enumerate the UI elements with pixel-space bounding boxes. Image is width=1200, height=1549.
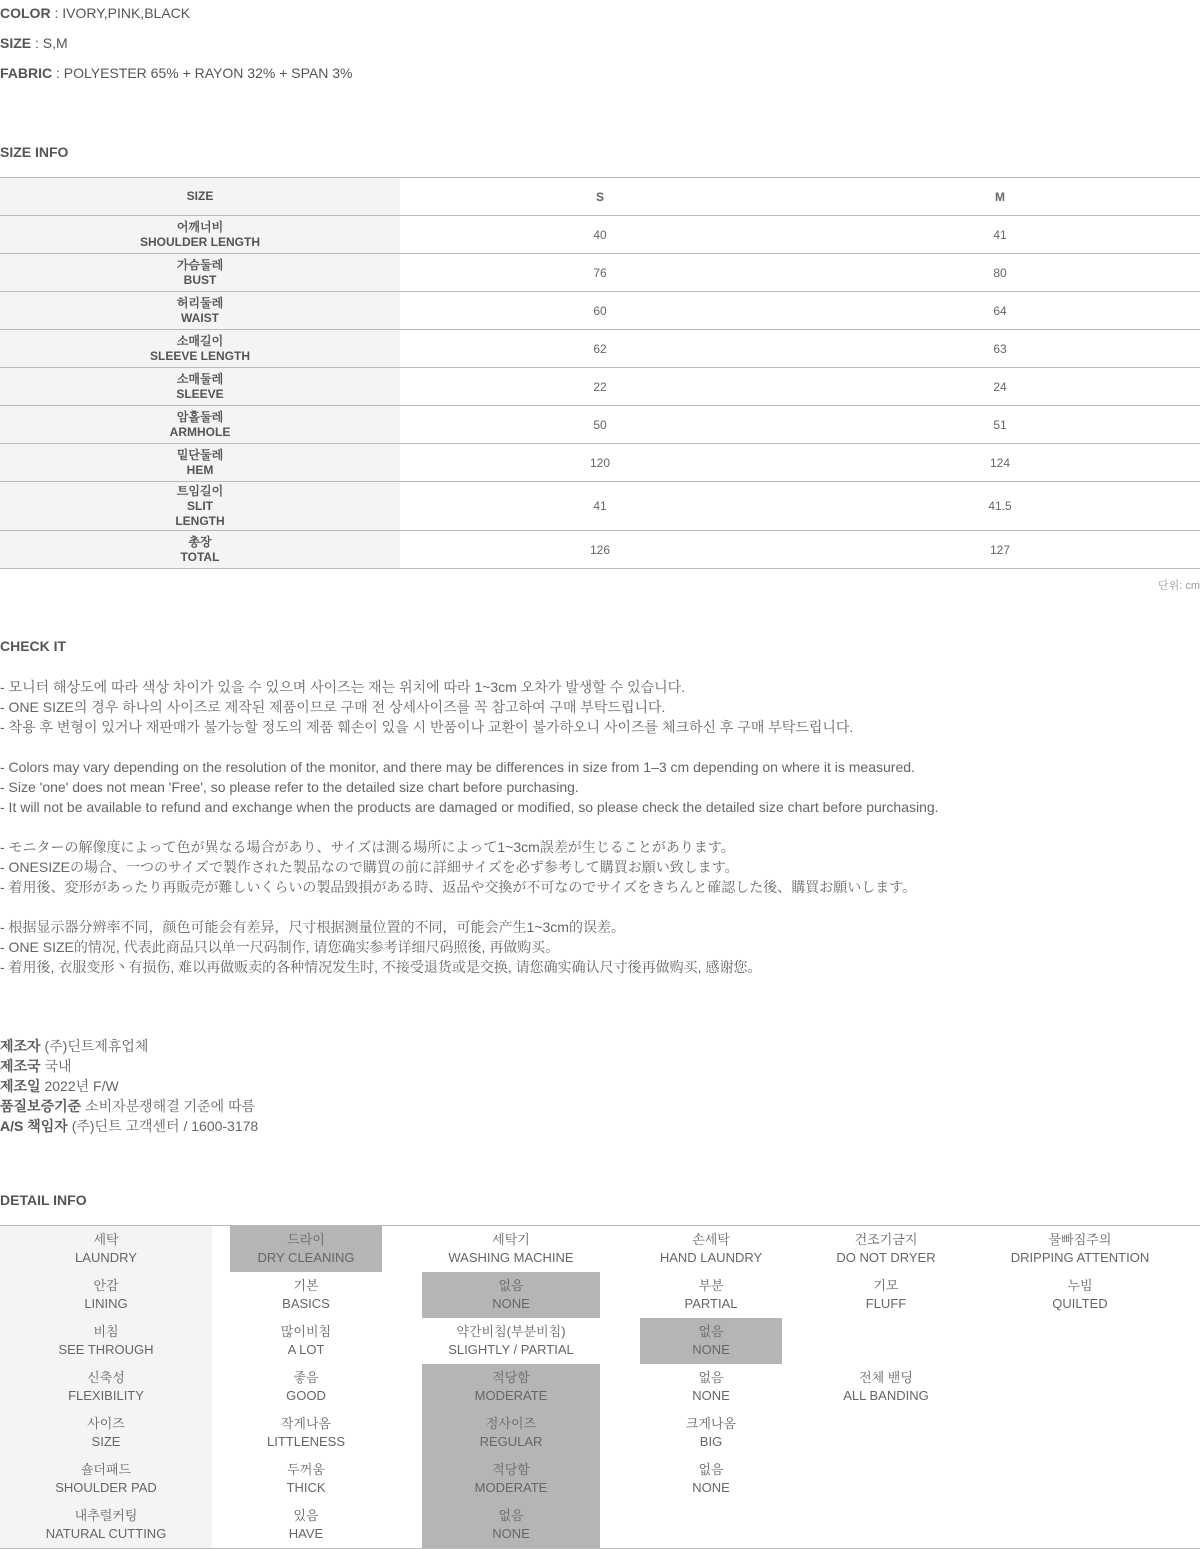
row-value-s: 120 <box>400 444 800 482</box>
row-label-en: SLEEVE <box>176 386 224 401</box>
note-zh-1: - 根据显示器分辨率不同，颜色可能会有差异，尺寸根据测量位置的不同，可能会产生1~3cm的误差。 <box>0 919 625 935</box>
detail-row-label <box>0 1364 212 1410</box>
detail-option-en: GOOD <box>286 1388 326 1403</box>
row-value-s: 41 <box>400 482 800 531</box>
table-row <box>0 531 1200 569</box>
detail-option-en: FLEXIBILITY <box>68 1388 144 1403</box>
detail-option-en: THICK <box>286 1480 326 1495</box>
detail-row-label <box>0 1456 212 1502</box>
note-ja-2: - ONESIZEの場合、一つのサイズで製作された製品なので購買の前に詳細サイズを必ず参考して購買お願い致します。 <box>0 859 739 875</box>
detail-option-ko: 사이즈 <box>87 1416 125 1431</box>
detail-option-en: REGULAR <box>479 1434 543 1449</box>
row-value-m: 80 <box>800 254 1200 292</box>
row-value-m: 24 <box>800 368 1200 406</box>
detail-option <box>960 1364 1200 1410</box>
detail-option-en: ALL BANDING <box>843 1388 929 1403</box>
row-label <box>0 482 400 531</box>
detail-option-ko: 작게나옴 <box>280 1416 332 1431</box>
maker-manufacturer <box>0 1036 258 1056</box>
row-value-m: 63 <box>800 330 1200 368</box>
note-ko-1: - 모니터 해상도에 따라 색상 차이가 있을 수 있으며 사이즈는 재는 위치에 따라 1~3cm 오차가 발생할 수 있습니다. <box>0 679 686 695</box>
detail-option-ko: 부분 <box>698 1278 724 1293</box>
row-label-ko: 총장 <box>188 534 212 549</box>
detail-option <box>812 1456 960 1502</box>
detail-option-ko: 없음 <box>698 1324 724 1339</box>
detail-option-ko: 있음 <box>293 1508 319 1523</box>
note-en-2: - Size 'one' does not mean 'Free', so please refer to the detailed size chart before purchasing. <box>0 779 579 795</box>
spec-color-label: COLOR <box>0 5 51 21</box>
row-value-m: 127 <box>800 531 1200 569</box>
detail-option-ko: 크게나옴 <box>685 1416 737 1431</box>
row-label-en: HEM <box>186 462 214 477</box>
row-label-en: ARMHOLE <box>169 424 231 439</box>
detail-option-en: DRIPPING ATTENTION <box>1010 1250 1150 1265</box>
detail-option-en: NATURAL CUTTING <box>45 1526 167 1541</box>
maker-country-value: 국내 <box>40 1058 72 1074</box>
detail-option-en: LAUNDRY <box>75 1250 137 1265</box>
detail-option-en: HAVE <box>288 1526 324 1541</box>
detail-option-en: SIZE <box>91 1434 121 1449</box>
maker-date-value: 2022년 F/W <box>40 1078 119 1094</box>
detail-option <box>960 1272 1200 1318</box>
maker-as-value: (주)딘트 고객센터 / 1600-3178 <box>67 1118 259 1134</box>
detail-table <box>0 1225 1200 1549</box>
row-label-en: TOTAL <box>180 549 220 564</box>
row-value-m: 64 <box>800 292 1200 330</box>
detail-option-ko: 물빠짐주의 <box>1048 1232 1112 1247</box>
maker-manufacturer-label: 제조자 <box>0 1038 41 1054</box>
detail-row <box>0 1364 1200 1410</box>
maker-as-label: A/S 책임자 <box>0 1118 68 1134</box>
spec-color-value: : IVORY,PINK,BLACK <box>50 5 191 21</box>
spec-size <box>0 33 68 53</box>
detail-option <box>812 1318 960 1364</box>
detail-option-en: MODERATE <box>474 1388 548 1403</box>
detail-option-en: NONE <box>692 1342 730 1357</box>
row-label-en2: LENGTH <box>175 513 225 528</box>
check-it-notes <box>0 677 1200 977</box>
detail-row-label <box>0 1272 212 1318</box>
detail-option-en: NONE <box>492 1296 530 1311</box>
size-header-label: SIZE <box>0 178 400 216</box>
detail-option-en: BIG <box>699 1434 723 1449</box>
row-value-s: 40 <box>400 216 800 254</box>
detail-option-selected <box>422 1502 600 1548</box>
detail-option-ko: 세탁 <box>93 1232 119 1247</box>
detail-option-ko: 누빔 <box>1067 1278 1093 1293</box>
table-row <box>0 292 1200 330</box>
detail-option-en: HAND LAUNDRY <box>659 1250 763 1265</box>
row-value-m: 124 <box>800 444 1200 482</box>
detail-option <box>960 1226 1200 1272</box>
detail-option-ko: 없음 <box>498 1278 524 1293</box>
detail-option <box>960 1456 1200 1502</box>
detail-row-label <box>0 1226 212 1272</box>
detail-row <box>0 1318 1200 1364</box>
size-info-title: SIZE INFO <box>0 144 69 160</box>
detail-option-en: QUILTED <box>1052 1296 1108 1311</box>
row-label <box>0 292 400 330</box>
detail-option-en: PARTIAL <box>684 1296 738 1311</box>
row-label-en: SLIT <box>187 498 213 513</box>
row-label-en: SLEEVE LENGTH <box>149 348 250 363</box>
row-label <box>0 216 400 254</box>
row-label-ko: 가슴둘레 <box>176 257 224 272</box>
detail-option-en: DO NOT DRYER <box>836 1250 936 1265</box>
row-value-m: 41 <box>800 216 1200 254</box>
detail-option-ko: 없음 <box>498 1508 524 1523</box>
row-value-s: 76 <box>400 254 800 292</box>
detail-option <box>640 1502 782 1548</box>
detail-option <box>640 1226 782 1272</box>
spec-size-value: : S,M <box>31 35 68 51</box>
detail-option <box>960 1318 1200 1364</box>
maker-manufacturer-value: (주)딘트제휴업체 <box>40 1038 149 1054</box>
detail-option-en: NONE <box>692 1480 730 1495</box>
detail-option-en: SHOULDER PAD <box>55 1480 157 1495</box>
maker-warranty-value: 소비자분쟁해결 기준에 따름 <box>81 1098 256 1114</box>
detail-option <box>812 1502 960 1548</box>
row-label-ko: 트임길이 <box>176 483 224 498</box>
detail-option-ko: 없음 <box>698 1462 724 1477</box>
detail-option <box>640 1272 782 1318</box>
detail-option-ko: 좋음 <box>293 1370 319 1385</box>
detail-option-ko: 약간비침(부분비침) <box>456 1324 566 1339</box>
detail-option <box>960 1410 1200 1456</box>
detail-option <box>812 1364 960 1410</box>
spec-fabric-label: FABRIC <box>0 65 53 81</box>
detail-option-ko: 세탁기 <box>492 1232 530 1247</box>
row-label-ko: 어깨너비 <box>176 219 224 234</box>
row-label-en: SHOULDER LENGTH <box>140 234 260 249</box>
detail-option <box>812 1226 960 1272</box>
detail-option <box>230 1364 382 1410</box>
detail-option-ko: 숄더패드 <box>80 1462 132 1477</box>
row-label-ko: 밑단둘레 <box>176 447 224 462</box>
spec-color <box>0 3 190 23</box>
spec-size-label: SIZE <box>0 35 32 51</box>
detail-option <box>640 1456 782 1502</box>
detail-option-en: NONE <box>692 1388 730 1403</box>
detail-option-ko: 정사이즈 <box>485 1416 537 1431</box>
maker-info <box>0 1036 258 1136</box>
detail-option-en: MODERATE <box>474 1480 548 1495</box>
detail-row <box>0 1502 1200 1548</box>
detail-option-ko: 기모 <box>873 1278 899 1293</box>
row-label <box>0 254 400 292</box>
row-label-ko: 암홀둘레 <box>176 409 224 424</box>
maker-date-label: 제조일 <box>0 1078 41 1094</box>
detail-option <box>230 1318 382 1364</box>
detail-option-en: A LOT <box>287 1342 325 1357</box>
detail-row-label <box>0 1410 212 1456</box>
row-label <box>0 531 400 569</box>
table-row <box>0 482 1200 531</box>
note-zh-2: - ONE SIZE的情况, 代表此商品只以单一尺码制作, 请您确实参考详细尺码照後, 再做购买。 <box>0 939 560 955</box>
detail-option <box>960 1502 1200 1548</box>
row-label <box>0 368 400 406</box>
row-label-en: WAIST <box>181 310 219 325</box>
detail-option-selected <box>422 1272 600 1318</box>
unit-label: 단위: cm <box>1157 580 1200 592</box>
detail-option <box>230 1410 382 1456</box>
detail-option-en: LITTLENESS <box>266 1434 346 1449</box>
row-value-s: 60 <box>400 292 800 330</box>
detail-option-en: NONE <box>492 1526 530 1541</box>
maker-warranty-label: 품질보증기준 <box>0 1098 82 1114</box>
detail-option-ko: 기본 <box>293 1278 319 1293</box>
size-table <box>0 177 1200 569</box>
row-value-s: 50 <box>400 406 800 444</box>
detail-option-en: FLUFF <box>865 1296 907 1311</box>
detail-option <box>640 1410 782 1456</box>
table-row <box>0 406 1200 444</box>
detail-option <box>812 1272 960 1318</box>
detail-option-selected <box>640 1318 782 1364</box>
row-value-m: 51 <box>800 406 1200 444</box>
spec-fabric <box>0 63 352 83</box>
detail-option-ko: 드라이 <box>287 1232 325 1247</box>
row-value-s: 126 <box>400 531 800 569</box>
detail-option-selected <box>230 1226 382 1272</box>
maker-country-label: 제조국 <box>0 1058 41 1074</box>
detail-row-label <box>0 1318 212 1364</box>
row-value-s: 62 <box>400 330 800 368</box>
detail-option-selected <box>422 1364 600 1410</box>
note-en-3: - It will not be available to refund and exchange when the products are damaged or modified, so please check the detailed size chart before purchasing. <box>0 799 939 815</box>
detail-option-en: LINING <box>84 1296 128 1311</box>
note-ja-1: - モニターの解像度によって色が異なる場合があり、サイズは測る場所によって1~3cm誤差が生じることがあります。 <box>0 839 735 855</box>
row-value-m: 41.5 <box>800 482 1200 531</box>
detail-option-en: DRY CLEANING <box>257 1250 355 1265</box>
maker-date <box>0 1076 258 1096</box>
detail-option-en: WASHING MACHINE <box>448 1250 574 1265</box>
detail-option-ko: 없음 <box>698 1370 724 1385</box>
detail-option <box>640 1364 782 1410</box>
detail-option-en: SLIGHTLY / PARTIAL <box>448 1342 574 1357</box>
detail-row-label <box>0 1502 212 1548</box>
detail-option-ko: 적당함 <box>492 1370 530 1385</box>
detail-option <box>230 1502 382 1548</box>
note-zh-3: - 着用後, 衣服变形丶有损伤, 难以再做贩卖的各种情况发生时, 不接受退货或是交换, 请您确实确认尺寸後再做购买, 感谢您。 <box>0 959 762 975</box>
table-row <box>0 254 1200 292</box>
detail-option <box>422 1226 600 1272</box>
row-label <box>0 444 400 482</box>
maker-warranty <box>0 1096 258 1116</box>
row-label-ko: 소매둘레 <box>176 371 224 386</box>
detail-option-en: SEE THROUGH <box>58 1342 154 1357</box>
note-en-1: - Colors may vary depending on the resolution of the monitor, and there may be differences in size from 1–3 cm depending on where it is measured. <box>0 759 915 775</box>
detail-row <box>0 1272 1200 1318</box>
detail-option-ko: 안감 <box>93 1278 119 1293</box>
table-row <box>0 330 1200 368</box>
detail-row <box>0 1456 1200 1502</box>
table-row <box>0 444 1200 482</box>
size-header-s: S <box>400 178 800 216</box>
detail-row <box>0 1410 1200 1456</box>
detail-option-ko: 손세탁 <box>692 1232 730 1247</box>
detail-option-ko: 전체 밴딩 <box>859 1370 913 1385</box>
row-label-en: BUST <box>183 272 217 287</box>
detail-option <box>230 1456 382 1502</box>
row-label <box>0 330 400 368</box>
detail-option-en: BASICS <box>282 1296 330 1311</box>
table-row <box>0 216 1200 254</box>
detail-option-ko: 신축성 <box>87 1370 125 1385</box>
row-label-ko: 소매길이 <box>176 333 224 348</box>
detail-option-selected <box>422 1456 600 1502</box>
maker-country <box>0 1056 258 1076</box>
size-table-header <box>0 178 1200 216</box>
detail-option-selected <box>422 1410 600 1456</box>
detail-info-title: DETAIL INFO <box>0 1192 87 1208</box>
detail-option <box>812 1410 960 1456</box>
table-row <box>0 368 1200 406</box>
detail-option-ko: 많이비침 <box>280 1324 332 1339</box>
row-label-ko: 허리둘레 <box>176 295 224 310</box>
spec-fabric-value: : POLYESTER 65% + RAYON 32% + SPAN 3% <box>52 65 353 81</box>
detail-option-ko: 내추럴커팅 <box>74 1508 138 1523</box>
detail-option-ko: 두꺼움 <box>287 1462 325 1477</box>
row-value-s: 22 <box>400 368 800 406</box>
row-label <box>0 406 400 444</box>
note-ko-2: - ONE SIZE의 경우 하나의 사이즈로 제작된 제품이므로 구매 전 상세사이즈를 꼭 참고하여 구매 부탁드립니다. <box>0 699 666 715</box>
detail-option-ko: 비침 <box>93 1324 119 1339</box>
maker-as <box>0 1116 258 1136</box>
detail-option-ko: 건조기금지 <box>854 1232 918 1247</box>
note-ko-3: - 착용 후 변형이 있거나 재판매가 불가능할 정도의 제품 훼손이 있을 시 반품이나 교환이 불가하오니 사이즈를 체크하신 후 구매 부탁드립니다. <box>0 719 854 735</box>
detail-row <box>0 1226 1200 1272</box>
note-ja-3: - 着用後、変形があったり再販売が難しいくらいの製品毀損がある時、返品や交換が不可なのでサイズをきちんと確認した後、購買お願いします。 <box>0 879 917 895</box>
check-it-title: CHECK IT <box>0 638 67 654</box>
detail-option <box>422 1318 600 1364</box>
detail-option-ko: 적당함 <box>492 1462 530 1477</box>
detail-option <box>230 1272 382 1318</box>
size-header-m: M <box>800 178 1200 216</box>
